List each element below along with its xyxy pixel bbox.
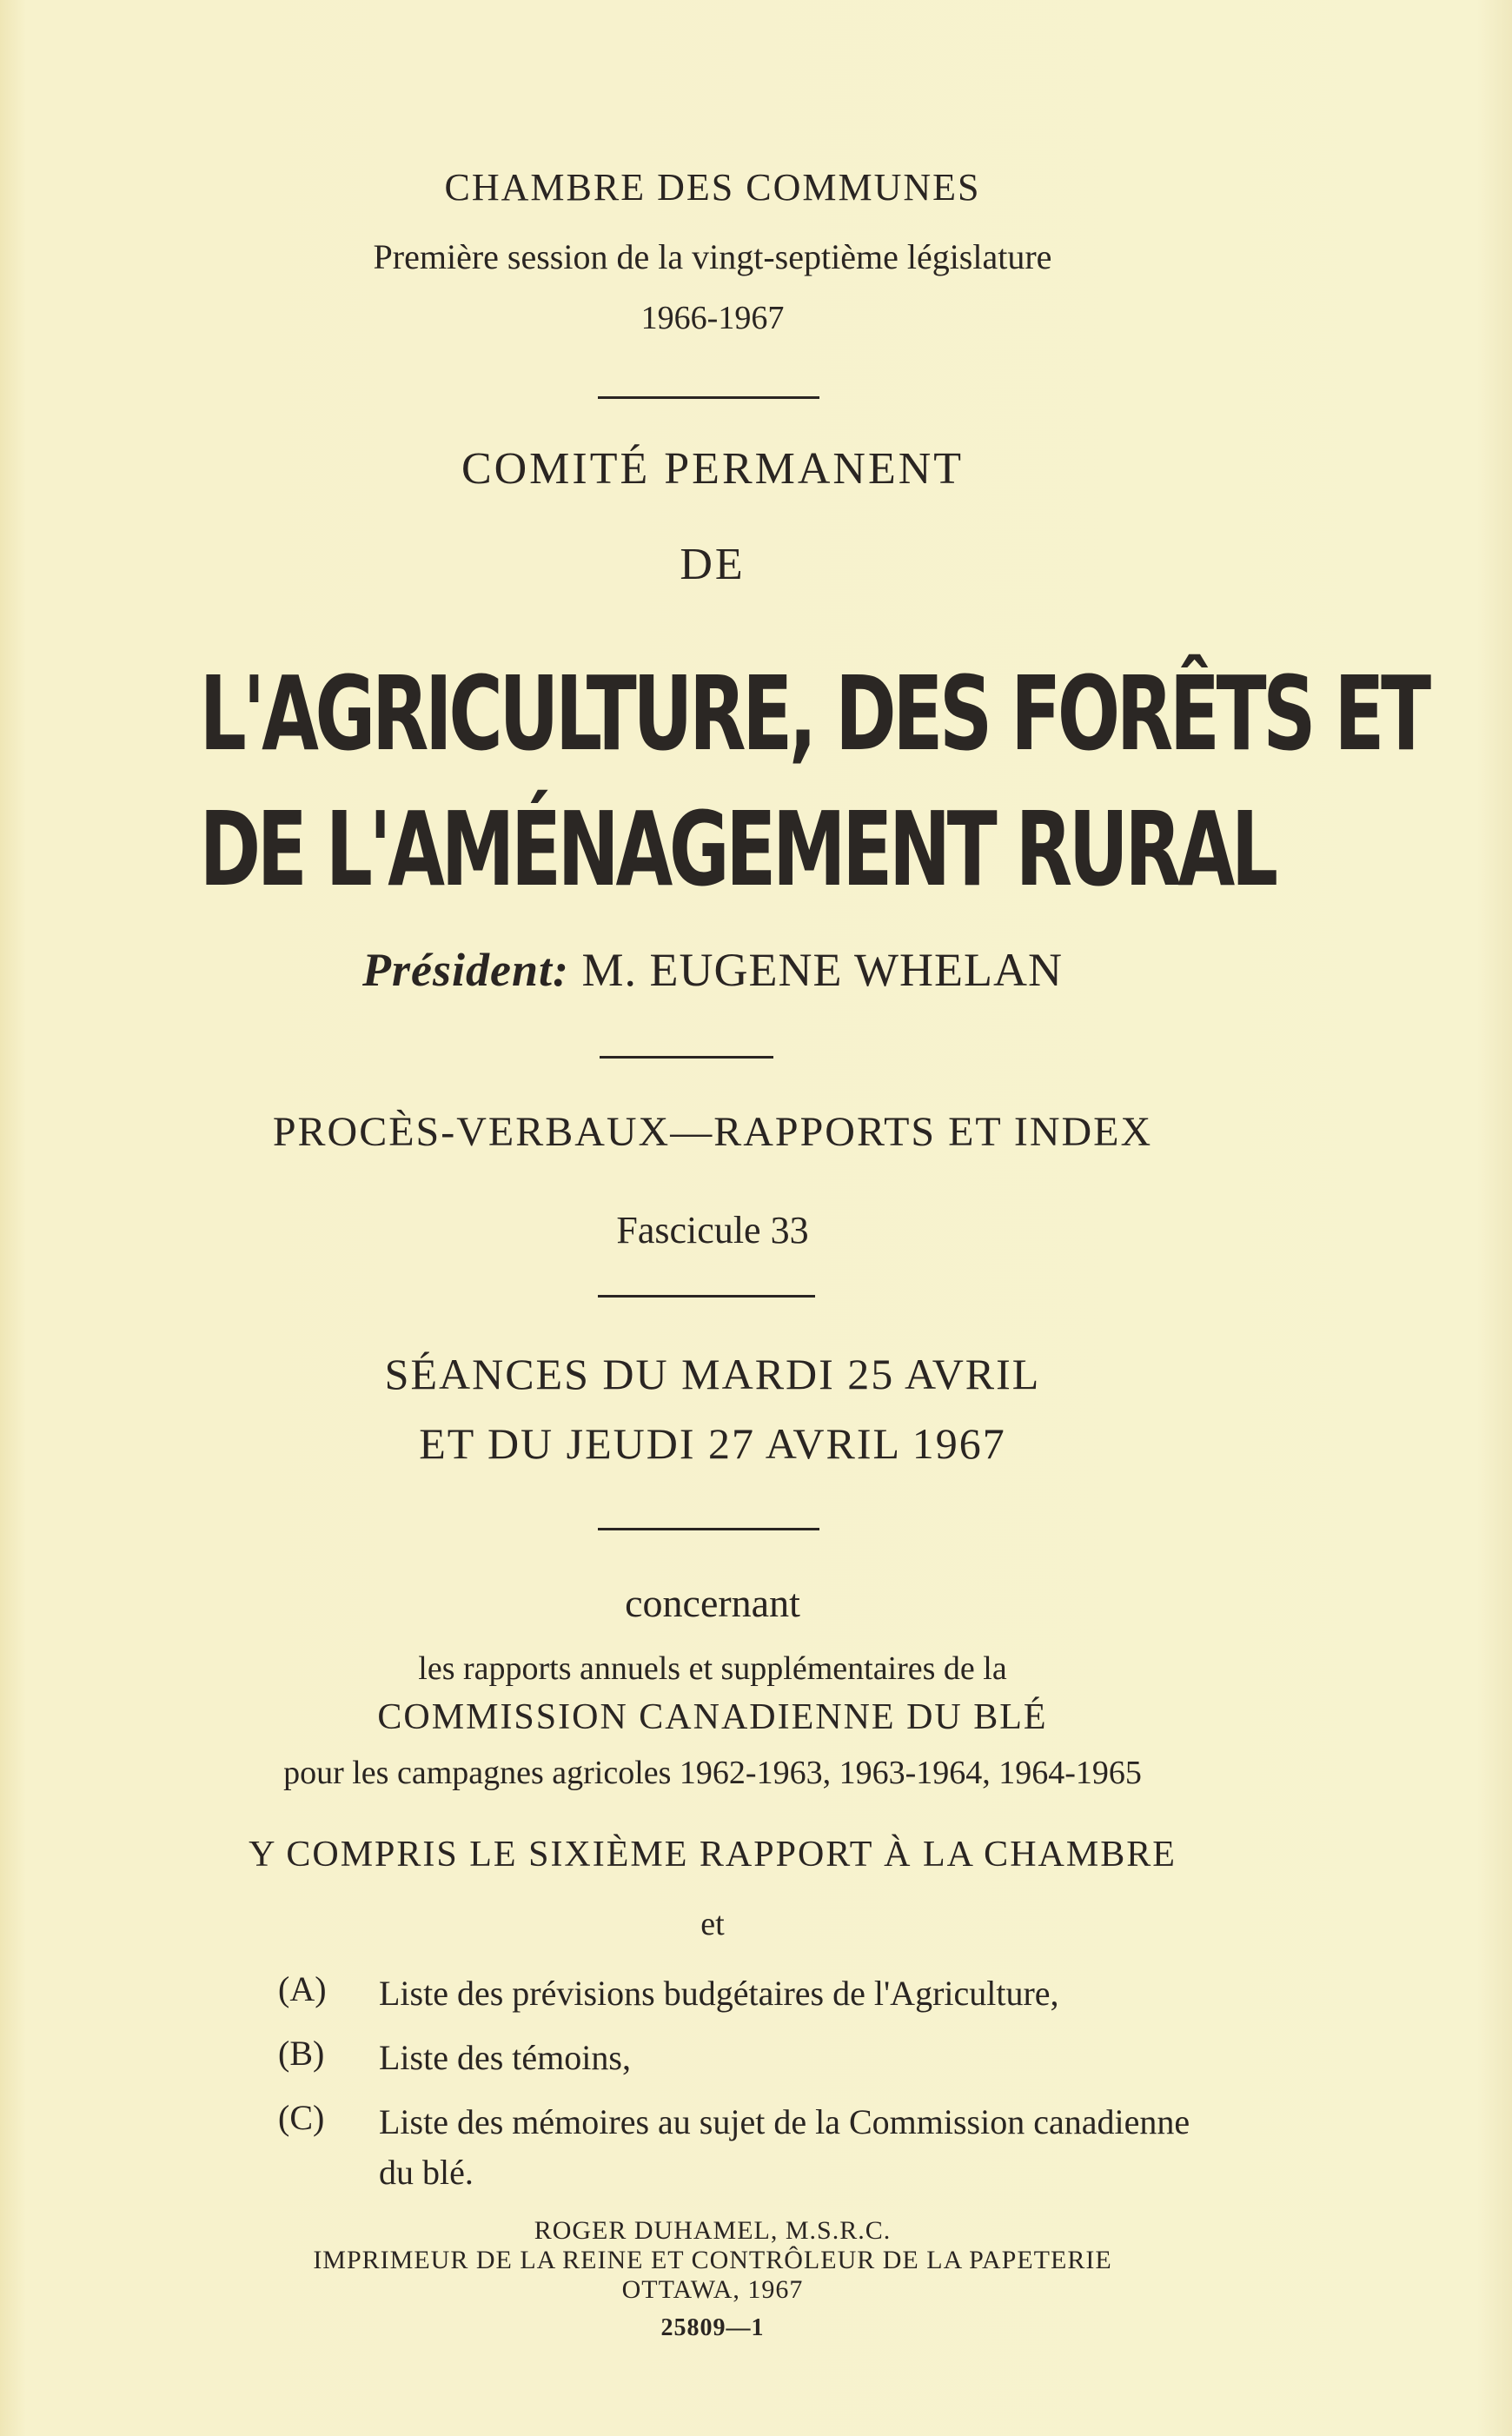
campaigns-line: pour les campagnes agricoles 1962-1963, 1963-1964, 1964-1965 [283,1755,1142,1791]
document-code: 25809—1 [660,2314,765,2341]
list-item [278,1968,1352,2019]
sixth-report-line: Y COMPRIS LE SIXIÈME RAPPORT À LA CHAMBRE [249,1835,1177,1875]
president-line [0,943,1425,997]
list-item-label: (C) [278,2098,325,2137]
session-line: Première session de la vingt-septième législature [373,237,1052,276]
printer-name: ROGER DUHAMEL, M.S.R.C. [534,2216,892,2245]
divider [598,396,819,399]
sittings-line2: ET DU JEUDI 27 AVRIL 1967 [419,1419,1006,1468]
list-item-text: Liste des prévisions budgétaires de l'Agriculture, [379,1974,1059,2013]
divider [598,1295,815,1298]
reports-line: les rapports annuels et supplémentaires de la [418,1650,1007,1687]
appendix-list [278,1968,1352,2212]
list-item [278,2033,1352,2083]
years-line: 1966-1967 [640,300,785,336]
committee-title-line1: L'AGRICULTURE, DES FORÊTS ET [199,654,1428,773]
printer-title: IMPRIMEUR DE LA REINE ET CONTRÔLEUR DE LA PAPETERIE [313,2246,1112,2274]
divider [598,1528,819,1530]
chamber-heading: CHAMBRE DES COMMUNES [444,166,981,209]
committee-heading: COMITÉ PERMANENT [461,444,965,494]
committee-title-line2: DE L'AMÉNAGEMENT RURAL [199,789,1275,909]
fascicule-number: Fascicule 33 [616,1209,809,1251]
list-item-text: Liste des mémoires au sujet de la Commission canadienne du blé. [379,2102,1190,2192]
list-item-text: Liste des témoins, [379,2038,631,2077]
list-item-label: (B) [278,2034,325,2073]
sittings-line1: SÉANCES DU MARDI 25 AVRIL [384,1350,1041,1398]
committee-de: DE [680,540,746,589]
list-item-label: (A) [278,1969,327,2008]
et-line: et [700,1906,725,1942]
proceedings-title: PROCÈS-VERBAUX—RAPPORTS ET INDEX [272,1109,1153,1155]
president-name: M. EUGENE WHELAN [581,944,1063,996]
commission-name: COMMISSION CANADIENNE DU BLÉ [377,1697,1048,1737]
concernant-line: concernant [625,1581,800,1625]
list-item [278,2097,1352,2198]
divider [600,1056,773,1059]
president-label: Président: [362,944,570,996]
printer-city: OTTAWA, 1967 [621,2275,804,2304]
